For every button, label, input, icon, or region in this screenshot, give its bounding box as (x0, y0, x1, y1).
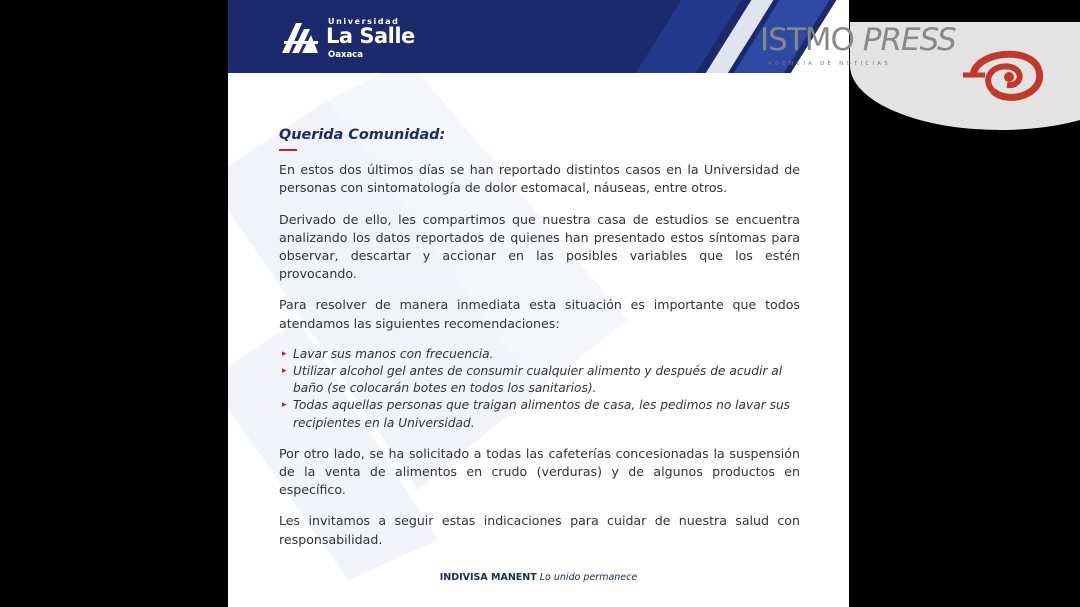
paragraph-recommendations-intro: Para resolver de manera inmediata esta situación es importante que todos atendamos las siguientes recomendaciones: (279, 297, 800, 331)
document-page (228, 0, 849, 607)
greeting: Querida Comunidad: (279, 127, 446, 143)
paragraph-analysis: Derivado de ello, les compartimos que nuestra casa de estudios se encuentra analizando los datos reportados de quienes han presentado estos síntomas para observar, descartar y accionar en las posibles variables que los estén provocando. (279, 211, 800, 282)
list-item: ▸ Utilizar alcohol gel antes de consumir cualquier alimento y después de acudir al baño (se colocarán botes en todos los sanitarios). (282, 364, 783, 396)
footer-motto (228, 572, 849, 583)
bullet-icon: ▸ (282, 400, 287, 411)
letter-body (279, 126, 800, 562)
bullet-icon: ▸ (282, 348, 287, 359)
motto-latin: INDIVISA MANENT (439, 572, 537, 583)
motto-translation: Lo unido permanece (539, 572, 638, 583)
campus-name: Oaxaca (328, 50, 363, 60)
la-salle-emblem-icon (280, 19, 320, 55)
letterhead-banner (228, 0, 849, 73)
paragraph-cafeterias: Por otro lado, se ha solicitado a todas las cafeterías concesionadas la suspensión de la venta de alimentos en crudo (verduras) y de algunos productos en específico. (279, 445, 800, 498)
university-label: Universidad (328, 17, 400, 26)
watermark-title: ISTMO PRESS (760, 22, 956, 58)
greeting-underline (279, 149, 297, 151)
list-item: ▸ Todas aquellas personas que traigan alimentos de casa, les pedimos no lavar sus recipientes en la Universidad. (282, 398, 791, 430)
watermark-subtitle: AGENCIA DE NOTICIAS (768, 61, 891, 67)
paragraph-cases: En estos dos últimos días se han reportado distintos casos en la Universidad de personas con sintomatología de dolor estomacal, náuseas, entre otros. (279, 162, 800, 196)
paragraph-invitation: Les invitamos a seguir estas indicaciones para cuidar de nuestra salud con responsabilidad. (279, 513, 800, 547)
recommendations-list (279, 346, 800, 432)
list-item: ▸ Lavar sus manos con frecuencia. (279, 346, 800, 363)
bullet-icon: ▸ (282, 366, 287, 377)
university-name: La Salle (326, 24, 415, 48)
istmo-press-watermark (760, 22, 1080, 142)
istmo-press-swirl-icon (963, 39, 1049, 109)
